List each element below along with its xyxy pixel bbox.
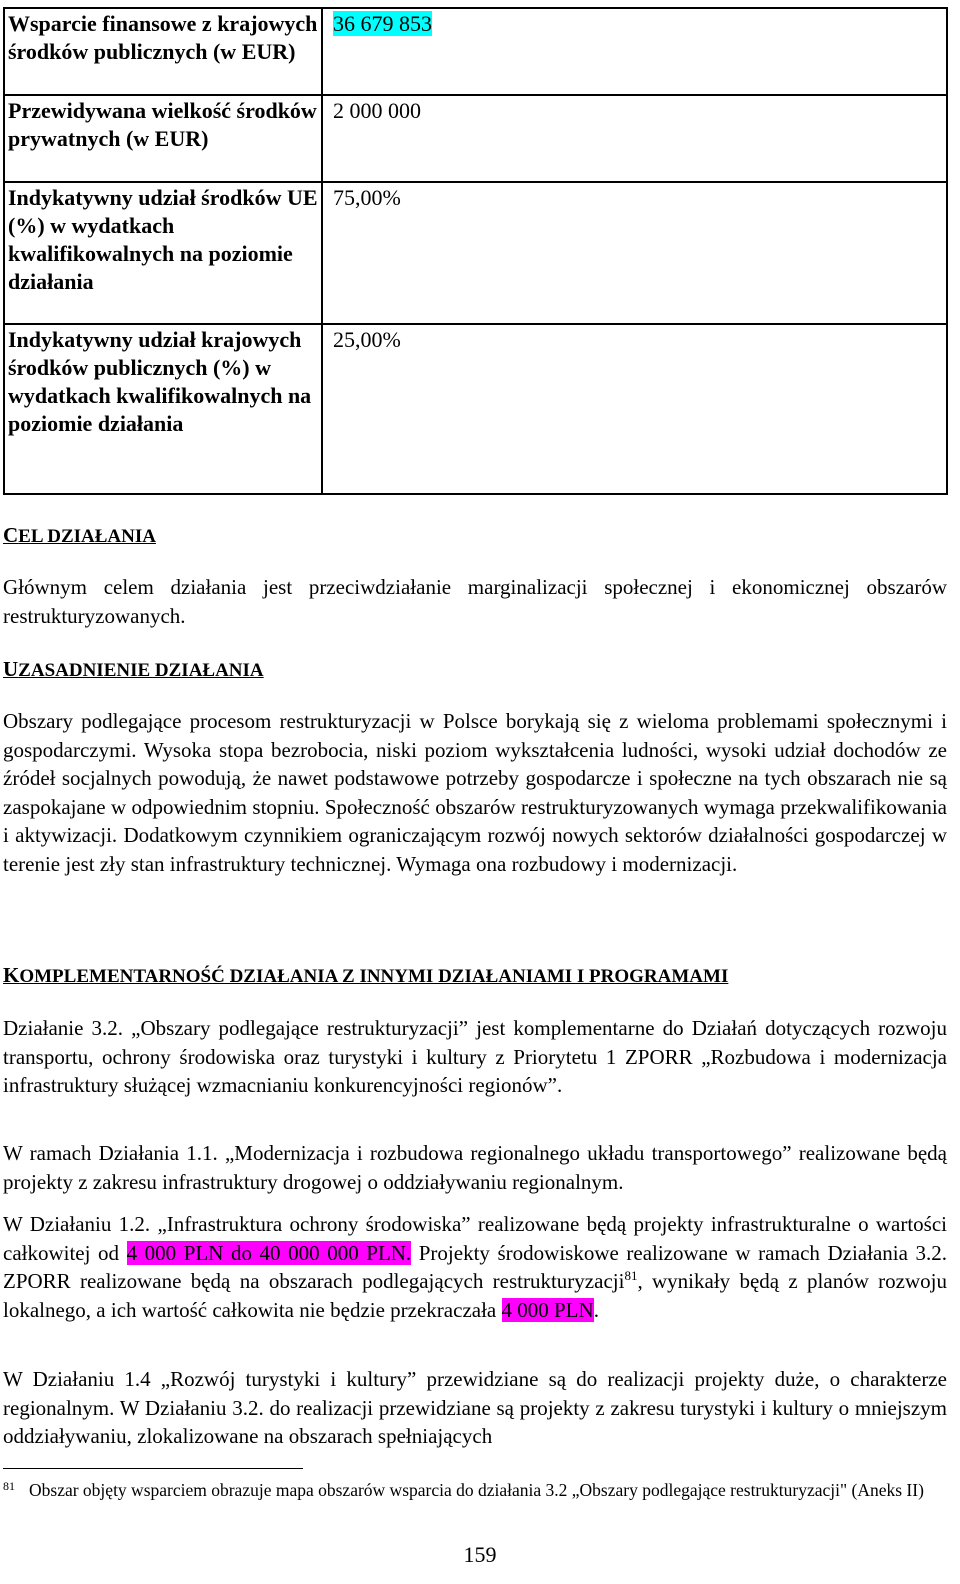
row-label: Indykatywny udział krajowych środków publicznych (%) w wydatkach kwalifikowalnych na poziomie działania [4, 324, 322, 494]
paragraph-komplementarnosc-1: Działanie 3.2. „Obszary podlegające restrukturyzacji” jest komplementarne do Działań dotyczących rozwoju transportu, ochrony środowiska oraz turystyki i kultury z Priorytetu 1 ZPORR „Rozbudowa i modernizacja infrastruktury służącej wzmacnianiu konkurencyjności regionów”. [3, 1016, 947, 1098]
row-value: 75,00% [322, 182, 947, 324]
table-row [4, 95, 947, 182]
table-row [4, 324, 947, 494]
paragraph-cel: Głównym celem działania jest przeciwdziałanie marginalizacji społecznej i ekonomicznej obszarów restrukturyzowanych. [3, 575, 947, 628]
section-heading-komplementarnosc: KOMPLEMENTARNOŚĆ DZIAŁANIA Z INNYMI DZIAŁANIAMI I PROGRAMAMI [3, 963, 729, 987]
paragraph-komplementarnosc-3: W Działaniu 1.2. „Infrastruktura ochrony środowiska” realizowane będą projekty infrastrukturalne o wartości całkowitej od 4 000 PLN do 40 000 000 PLN. Projekty środowiskowe realizowane w ramach Działania 3.2. ZPORR realizowane będą na obszarach podlegających restrukturyzacji$^{81}$, wynikały będą z planów rozwoju lokalnego, a ich wartość całkowita nie będzie przekraczała 4 000 PLN. [3, 1212, 947, 1322]
footnote-text: Obszar objęty wsparciem obrazuje mapa obszarów wsparcia do działania 3.2 „Obszary podlegające restrukturyzacji" (Aneks II) [29, 1480, 924, 1500]
highlighted-value: 36 679 853 [333, 11, 432, 36]
highlighted-amount: 4 000 PLN do 40 000 000 PLN. [126, 1240, 412, 1265]
page-number: 159 [463, 1542, 497, 1567]
footnote-separator [3, 1468, 303, 1469]
paragraph-komplementarnosc-4: W Działaniu 1.4 „Rozwój turystyki i kultury” przewidziane są do realizacji projekty duże, o charakterze regionalnym. W Działaniu 3.2. do realizacji przewidziane są projekty z zakresu turystyki i kultury o mniejszym oddziaływaniu, zlokalizowane na obszarach spełniających [3, 1367, 947, 1449]
paragraph-uzasadnienie: Obszary podlegające procesom restrukturyzacji w Polsce borykają się z wieloma problemami społecznymi i gospodarczymi. Wysoka stopa bezrobocia, niski poziom wykształcenia ludności, wysoki udział dochodów ze źródeł socjalnych powodują, że nawet podstawowe potrzeby gospodarcze i społeczne na tych obszarach nie są zaspokajane w odpowiednim stopniu. Społeczność obszarów restrukturyzowanych wymaga przekwalifikowania i aktywizacji. Dodatkowym czynnikiem ograniczającym rozwój nowych sektorów działalności gospodarczej w terenie jest zły stan infrastruktury technicznej. Wymaga ona rozbudowy i modernizacji. [3, 709, 947, 876]
footnote-reference: 81 [624, 1268, 638, 1284]
row-label: Przewidywana wielkość środków prywatnych (w EUR) [4, 95, 322, 182]
footnote [3, 1478, 947, 1502]
section-heading-uzasadnienie: UZASADNIENIE DZIAŁANIA [3, 657, 264, 681]
row-label: Indykatywny udział środków UE (%) w wydatkach kwalifikowalnych na poziomie działania [4, 182, 322, 324]
paragraph-komplementarnosc-2: W ramach Działania 1.1. „Modernizacja i rozbudowa regionalnego układu transportowego” realizowane będą projekty z zakresu infrastruktury drogowej o oddziaływaniu regionalnym. [3, 1141, 947, 1194]
section-heading-cel: CEL DZIAŁANIA [3, 523, 156, 547]
financial-table [3, 7, 948, 495]
table-row [4, 8, 947, 95]
row-value [322, 8, 947, 95]
table-row [4, 182, 947, 324]
row-value: 25,00% [322, 324, 947, 494]
footnote-mark: 81 [3, 1479, 15, 1493]
row-label: Wsparcie finansowe z krajowych środków publicznych (w EUR) [4, 8, 322, 95]
row-value: 2 000 000 [322, 95, 947, 182]
highlighted-amount: 4 000 PLN [501, 1297, 594, 1322]
